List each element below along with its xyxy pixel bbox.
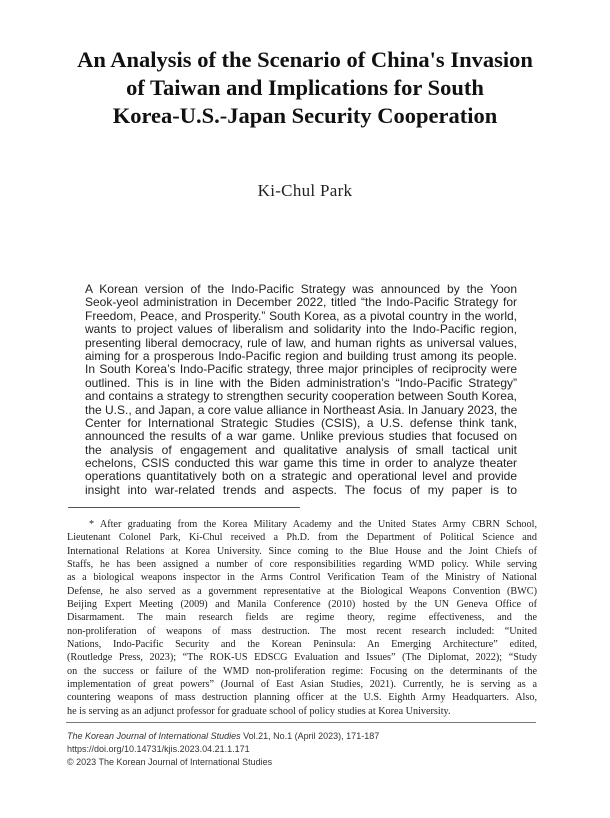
copyright-notice: © 2023 The Korean Journal of International Studies (67, 757, 273, 767)
journal-volume: Vol.21, No.1 (April 2023), 171-187 (240, 731, 380, 741)
paper-title (40, 46, 570, 130)
footnote-line: as a biological weapons inspector in the Arms Control Verification Team of the Ministry of National (67, 572, 537, 584)
footnote-line: Defense, he also served as a government representative at the Biological Weapons Convention (BWC) (67, 585, 537, 597)
abstract-line: the U.S., and Japan, a core value alliance in Northeast Asia. In January 2023, the (85, 402, 518, 417)
abstract-line: announced the results of a war game. Unlike previous studies that focused on (85, 429, 517, 444)
abstract-line: wants to project values of liberalism and solidarity into the Indo-Pacific region, (85, 322, 517, 337)
journal-name: The Korean Journal of International Studies (67, 731, 241, 741)
footnote-line: implementation of great powers” (Journal of East Asian Studies, 2021). Currently, he is serving as a (67, 679, 537, 691)
footnote-line: Lieutenant Colonel Park, Ki-Chul received a Ph.D. from the Department of Political Science and (67, 532, 537, 544)
abstract-line: presenting liberal democracy, rule of law, and human rights as universal values, (85, 335, 517, 350)
footnote-line: non-proliferation of weapons of mass destruction. The most recent research included: “United (67, 625, 537, 637)
abstract-line: operations quantitatively both on a strategic and operational level and provide (85, 469, 517, 484)
abstract-line: insight into war-related trends and aspects. The focus of my paper is to (85, 482, 517, 497)
author-name: Ki-Chul Park (257, 181, 353, 200)
footnote-line: (Routledge Press, 2023); “The ROK-US EDSCG Evaluation and Issues” (The Diplomat, 2022); “Study (67, 652, 537, 664)
title-line: Korea-U.S.-Japan Security Cooperation (112, 103, 498, 128)
abstract (85, 283, 517, 497)
abstract-line: the analysis of engagement and qualitative analysis of small tactical unit (85, 442, 517, 457)
title-line: An Analysis of the Scenario of China's Invasion (77, 47, 533, 72)
abstract-line: echelons, CSIS conducted this war game this time in order to analyze theater (85, 456, 517, 471)
abstract-line: Center for International Strategic Studies (CSIS), a U.S. defense think tank, (85, 415, 517, 430)
abstract-line: In South Korea’s Indo-Pacific strategy, three major principles of reciprocity were (85, 362, 517, 377)
doi-link[interactable]: https://doi.org/10.14731/kjis.2023.04.21.1.171 (67, 744, 250, 754)
footnote-line: Nations, Indo-Pacific Security and the Korean Peninsula: An Emerging Architecture” edited, (67, 639, 537, 651)
abstract-line: Seok-yeol administration in December 2022, titled “the Indo-Pacific Strategy for (85, 295, 517, 310)
footnote-line: International Relations at Korea University. Since coming to the Blue House and the Joint Chiefs of (67, 545, 537, 557)
abstract-line: aiming for a prosperous Indo-Pacific region and building trust among its people. (85, 348, 517, 363)
abstract-line: A Korean version of the Indo-Pacific Strategy was announced by the Yoon (85, 282, 517, 296)
footnote-line: he is serving as an adjunct professor for graduate school of policy studies at Korea University. (67, 705, 451, 717)
footnote-line: Staffs, he has been assigned a number of core responsibilities regarding WMD policy. While serving (67, 559, 537, 571)
author-footnote (67, 518, 537, 718)
footnote-line: * After graduating from the Korea Military Academy and the United States Army CBRN School, (89, 519, 537, 530)
footnote-line: Disarmament. The main research fields are regime theory, regime effectiveness, and the (67, 612, 537, 624)
footnote-line: on the success or failure of the WMD non-proliferation regime: Focusing on the determinants of the (67, 665, 537, 677)
abstract-line: Freedom, Peace, and Prosperity.” South Korea, as a pivotal country in the world, (85, 308, 517, 323)
journal-divider (66, 722, 536, 723)
abstract-line: and contains a strategy to strengthen security cooperation between South Korea, (85, 389, 517, 404)
journal-info (67, 730, 537, 769)
footnote-line: countering weapons of mass destruction planning officer at the U.S. Eighth Army Headquarters. Also, (67, 692, 537, 704)
footnote-line: Beijing Expert Meeting (2009) and Manila Conference (2010) hosted by the UN Geneva Office of (67, 599, 537, 611)
abstract-line: outlined. This is in line with the Biden administration’s “Indo-Pacific Strategy” (85, 375, 517, 390)
title-line: of Taiwan and Implications for South (126, 75, 484, 100)
journal-citation-line (67, 730, 537, 743)
footnote-divider (68, 507, 300, 508)
